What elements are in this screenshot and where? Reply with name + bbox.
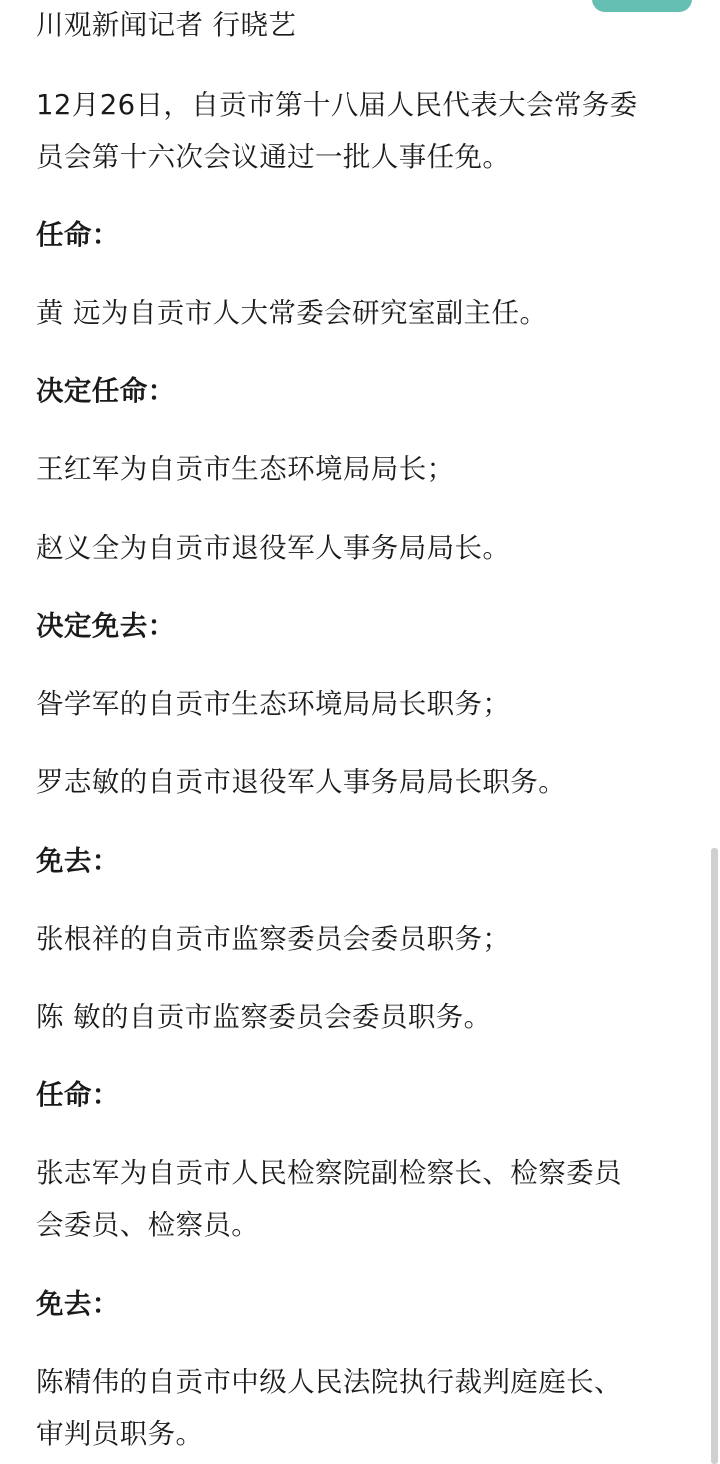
decide-appointment-item: 赵义全为自贡市退役军人事务局局长。 [36, 532, 511, 564]
scrollbar[interactable] [711, 848, 718, 1464]
removal-item-line-1: 陈精伟的自贡市中级人民法院执行裁判庭庭长、 [36, 1366, 622, 1398]
removal-item-line-2: 审判员职务。 [36, 1418, 204, 1450]
section-heading-appoint: 任命： [36, 219, 120, 251]
section-heading-remove-2: 免去： [36, 1288, 120, 1320]
intro-line-1: 12月26日，自贡市第十八届人民代表大会常务委 [36, 89, 638, 121]
decide-removal-item: 罗志敏的自贡市退役军人事务局局长职务。 [36, 766, 567, 798]
section-heading-appoint-2: 任命： [36, 1079, 120, 1111]
section-heading-decide-appoint: 决定任命： [36, 375, 176, 407]
appointment-item: 黄 远为自贡市人大常委会研究室副主任。 [36, 297, 548, 329]
top-action-button[interactable] [592, 0, 692, 12]
intro-line-2: 员会第十六次会议通过一批人事任免。 [36, 141, 511, 173]
decide-removal-item: 昝学军的自贡市生态环境局局长职务； [36, 688, 511, 720]
appointment-item-line-2: 会委员、检察员。 [36, 1209, 260, 1241]
removal-item: 陈 敏的自贡市监察委员会委员职务。 [36, 1001, 492, 1033]
appointment-item-line-1: 张志军为自贡市人民检察院副检察长、检察委员 [36, 1157, 622, 1189]
decide-appointment-item: 王红军为自贡市生态环境局局长； [36, 453, 455, 485]
removal-item: 张根祥的自贡市监察委员会委员职务； [36, 923, 511, 955]
byline: 川观新闻记者 行晓艺 [36, 9, 297, 41]
section-heading-remove: 免去： [36, 845, 120, 877]
section-heading-decide-remove: 决定免去： [36, 610, 176, 642]
